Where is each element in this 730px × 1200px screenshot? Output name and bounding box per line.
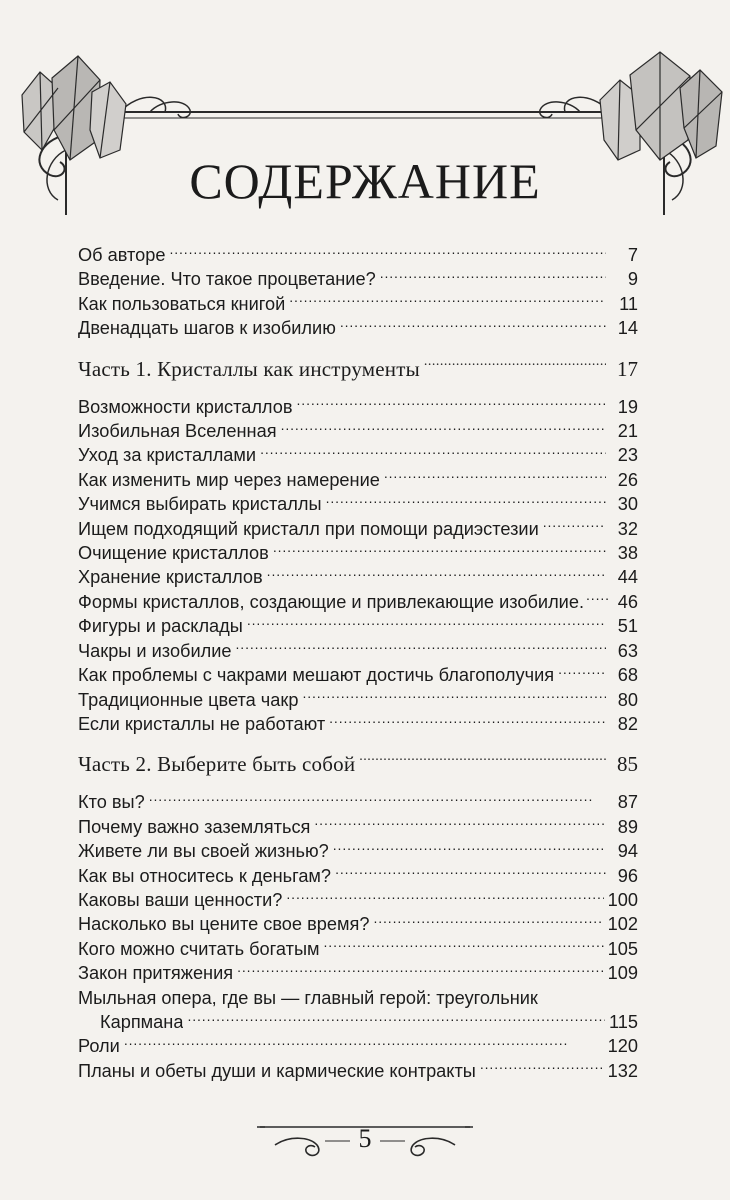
dot-leader	[373, 914, 603, 930]
entry-page: 115	[609, 1011, 638, 1032]
toc-entry	[78, 712, 638, 736]
dot-leader	[187, 1012, 605, 1028]
dot-leader	[543, 519, 606, 535]
entry-title: Как пользоваться книгой	[78, 293, 286, 314]
entry-title: Как проблемы с чакрами мешают достичь благополучия	[78, 665, 555, 686]
dot-leader	[169, 245, 606, 261]
entry-title: Учимся выбирать кристаллы	[78, 494, 322, 515]
toc-entry	[78, 492, 638, 516]
entry-page: 80	[617, 689, 638, 710]
dot-leader	[273, 543, 606, 559]
dot-leader	[335, 866, 606, 882]
entry-page: 102	[607, 914, 638, 935]
toc-entry	[78, 292, 638, 316]
entry-title: Ищем подходящий кристалл при помощи радиэстезии	[78, 518, 539, 539]
toc-entry	[78, 1059, 638, 1083]
toc-entry	[78, 419, 638, 443]
toc-entry	[78, 839, 638, 863]
entry-page: 11	[619, 293, 638, 314]
toc-entry	[78, 468, 638, 492]
entry-page: 68	[617, 665, 638, 686]
part-title: Часть 1. Кристаллы как инструменты	[78, 356, 420, 381]
entry-page: 14	[617, 318, 638, 339]
toc-entry	[78, 590, 638, 614]
dot-leader	[324, 939, 604, 955]
entry-page: 120	[607, 1036, 638, 1057]
page-number: 5	[358, 1124, 372, 1153]
toc-entry	[78, 888, 638, 912]
entry-page: 32	[617, 518, 638, 539]
entry-page: 96	[617, 865, 638, 886]
entry-title: Кто вы?	[78, 792, 145, 813]
dot-leader	[380, 269, 606, 285]
entry-page: 23	[617, 445, 638, 466]
toc-entry	[78, 815, 638, 839]
toc-entry	[78, 395, 638, 419]
entry-page: 44	[617, 567, 638, 588]
entry-page: 30	[617, 494, 638, 515]
dot-leader	[314, 817, 606, 833]
dot-leader	[267, 567, 606, 583]
entry-title: Роли	[78, 1036, 120, 1057]
dot-leader	[286, 890, 603, 906]
entry-title: Закон притяжения	[78, 963, 234, 984]
entry-title: Изобильная Вселенная	[78, 421, 277, 442]
entry-page: 21	[617, 421, 638, 442]
toc-entry	[78, 663, 638, 687]
entry-page: 105	[607, 938, 638, 959]
toc-entry	[78, 790, 638, 814]
entry-title: Карпмана	[100, 1011, 184, 1032]
entry-page: 7	[627, 245, 638, 265]
dot-leader	[297, 397, 606, 413]
entry-page: 89	[617, 816, 638, 837]
dot-leader	[260, 445, 606, 461]
toc-entry	[78, 1034, 638, 1058]
entry-title: Чакры и изобилие	[78, 640, 232, 661]
toc-entry	[78, 517, 638, 541]
part-1-heading	[78, 355, 638, 383]
dot-leader	[329, 714, 606, 730]
entry-title: Формы кристаллов, создающие и привлекающие изобилие.	[78, 591, 585, 612]
dot-leader	[124, 1036, 604, 1052]
dot-leader	[289, 294, 606, 310]
part-page: 17	[617, 356, 638, 381]
dot-leader	[281, 421, 606, 437]
dot-leader	[359, 755, 606, 771]
dot-leader	[480, 1061, 604, 1077]
dot-leader	[586, 592, 608, 608]
entry-page: 19	[617, 396, 638, 417]
dot-leader	[340, 318, 606, 334]
toc-entry	[78, 937, 638, 961]
entry-title: Об авторе	[78, 245, 166, 265]
entry-page: 51	[617, 616, 638, 637]
toc-entry	[78, 912, 638, 936]
entry-title: Как вы относитесь к деньгам?	[78, 865, 332, 886]
dot-leader	[237, 963, 604, 979]
part-1-entries	[78, 395, 638, 737]
toc-entry-wrapped-line1: Мыльная опера, где вы — главный герой: треугольник	[78, 987, 538, 1008]
dot-leader	[333, 841, 606, 857]
entry-page: 100	[607, 889, 638, 910]
dot-leader	[384, 470, 606, 486]
toc-intro-group	[78, 243, 638, 341]
entry-title: Фигуры и расклады	[78, 616, 243, 637]
entry-title: Планы и обеты души и кармические контракты	[78, 1060, 476, 1081]
entry-title: Каковы ваши ценности?	[78, 889, 283, 910]
toc-entry	[78, 614, 638, 638]
dot-leader	[236, 641, 606, 657]
dot-leader	[424, 360, 606, 376]
toc-entry	[78, 316, 638, 340]
entry-page: 109	[607, 963, 638, 984]
toc-entry	[78, 267, 638, 291]
entry-page: 63	[617, 640, 638, 661]
entry-page: 9	[627, 269, 638, 290]
toc-entry	[78, 639, 638, 663]
entry-page: 132	[607, 1060, 638, 1081]
entry-page: 46	[617, 591, 638, 612]
part-2-entries	[78, 790, 638, 1083]
entry-page: 26	[617, 469, 638, 490]
part-2-heading	[78, 750, 638, 778]
page-title: СОДЕРЖАНИЕ	[189, 153, 541, 209]
dot-leader	[558, 665, 606, 681]
toc-entry	[78, 443, 638, 467]
toc-entry	[78, 243, 638, 267]
dot-leader	[326, 494, 606, 510]
toc-entry-wrapped	[78, 1010, 638, 1034]
dot-leader	[302, 690, 606, 706]
entry-title: Насколько вы цените свое время?	[78, 914, 370, 935]
entry-title: Очищение кристаллов	[78, 543, 269, 564]
entry-page: 94	[617, 841, 638, 862]
entry-title: Живете ли вы своей жизнью?	[78, 841, 329, 862]
entry-page: 82	[617, 713, 638, 734]
entry-title: Введение. Что такое процветание?	[78, 269, 376, 290]
toc-entry	[78, 565, 638, 589]
toc-entry	[78, 961, 638, 985]
entry-title: Как изменить мир через намерение	[78, 469, 380, 490]
part-title: Часть 2. Выберите быть собой	[78, 752, 356, 777]
entry-title: Хранение кристаллов	[78, 567, 263, 588]
entry-title: Почему важно заземляться	[78, 816, 311, 837]
entry-title: Уход за кристаллами	[78, 445, 257, 466]
toc-entry	[78, 541, 638, 565]
dot-leader	[247, 616, 606, 632]
entry-page: 87	[617, 792, 638, 813]
part-page: 85	[617, 752, 638, 777]
entry-title: Традиционные цвета чакр	[78, 689, 299, 710]
toc-entry	[78, 864, 638, 888]
entry-title: Если кристаллы не работают	[78, 713, 326, 734]
entry-title: Двенадцать шагов к изобилию	[78, 318, 336, 339]
toc-entry	[78, 688, 638, 712]
entry-title: Возможности кристаллов	[78, 396, 293, 417]
dot-leader	[149, 792, 606, 808]
entry-title: Кого можно считать богатым	[78, 938, 320, 959]
table-of-contents	[78, 243, 638, 1083]
entry-page: 38	[617, 543, 638, 564]
